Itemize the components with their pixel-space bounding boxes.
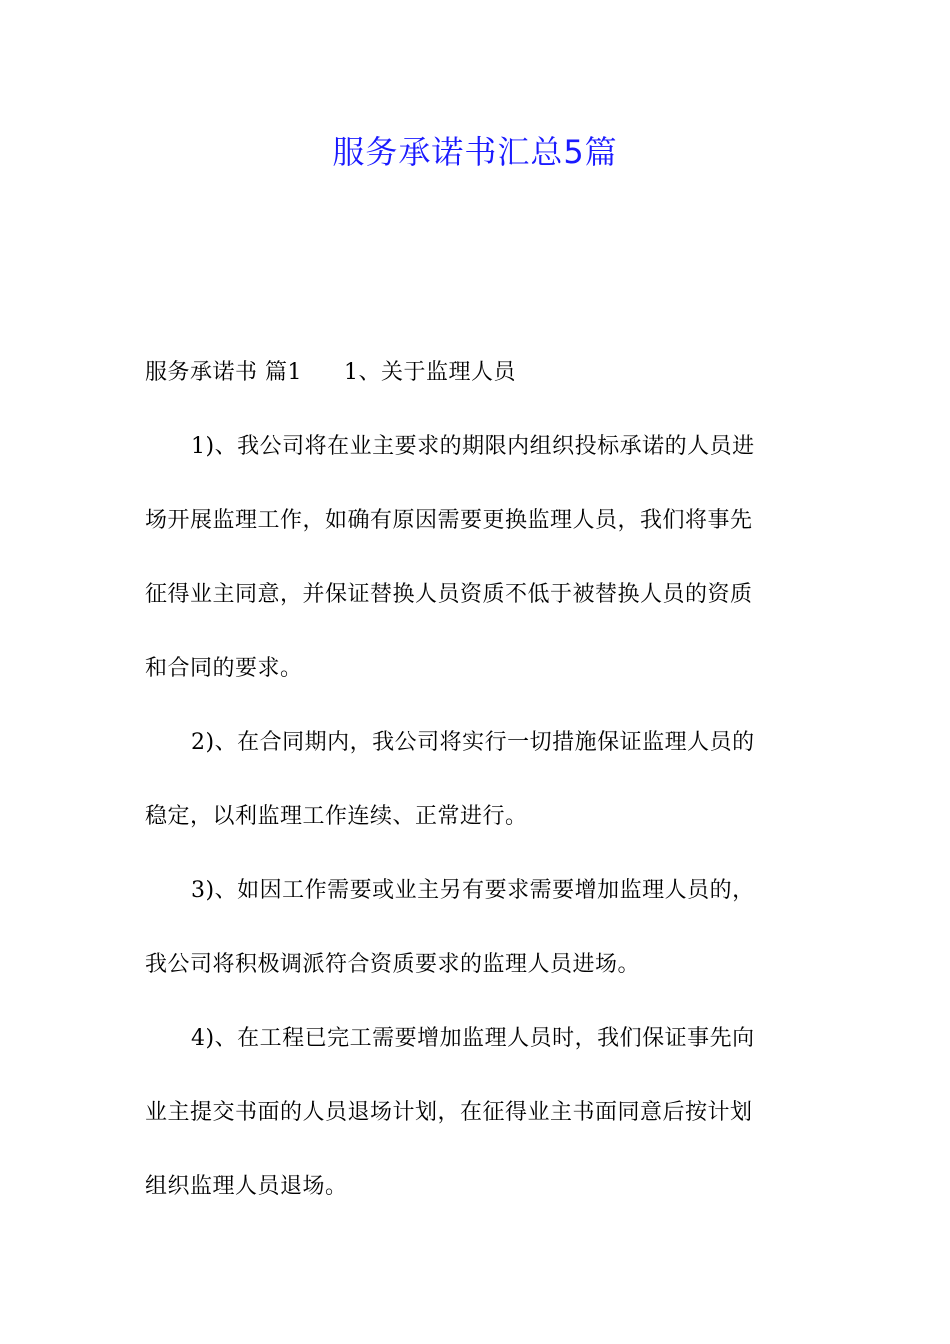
paragraph-line: 组织监理人员退场。 [145,1174,348,1199]
section-label: 服务承诺书 篇1 [145,360,302,385]
section-heading-line [145,336,810,410]
paragraph-line: 3)、如因工作需要或业主另有要求需要增加监理人员的， [191,878,755,903]
section-heading: 1、关于监理人员 [344,360,516,385]
paragraph-line: 我公司将积极调派符合资质要求的监理人员进场。 [145,952,641,977]
paragraph-line: 业主提交书面的人员退场计划，在征得业主书面同意后按计划 [145,1100,753,1125]
paragraph-line: 和合同的要求。 [145,656,303,681]
paragraph-line: 4)、在工程已完工需要增加监理人员时，我们保证事先向 [191,1026,755,1051]
paragraph-line: 征得业主同意，并保证替换人员资质不低于被替换人员的资质 [145,582,753,607]
paragraph-line: 2)、在合同期内，我公司将实行一切措施保证监理人员的 [191,730,755,755]
paragraph-line: 场开展监理工作，如确有原因需要更换监理人员，我们将事先 [145,508,753,533]
paragraph-line: 稳定，以利监理工作连续、正常进行。 [145,804,528,829]
paragraph-line: 1)、我公司将在业主要求的期限内组织投标承诺的人员进 [191,434,755,459]
document-title: 服务承诺书汇总5篇 [332,133,618,171]
document-body [145,336,810,1224]
